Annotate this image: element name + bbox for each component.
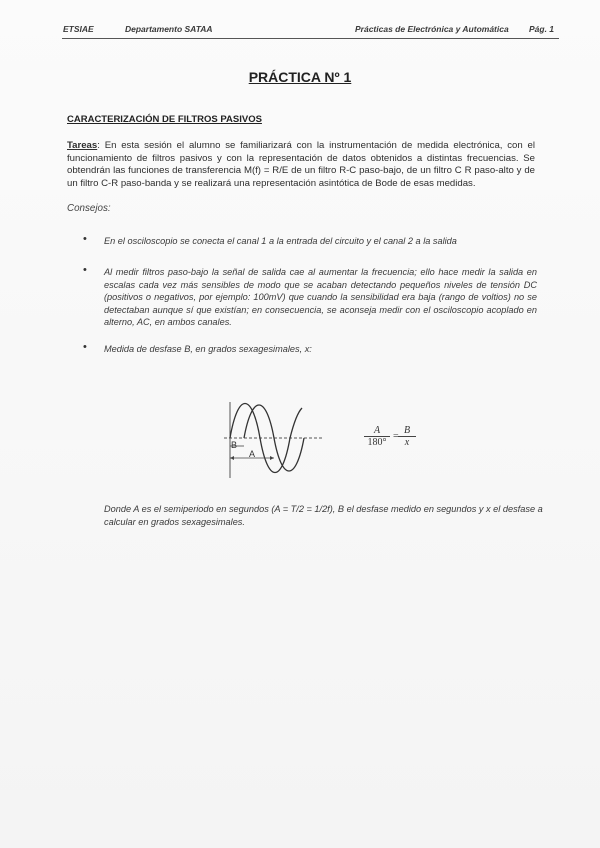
header-page-number: Pág. 1 xyxy=(529,24,555,34)
bullet-item-channels: En el osciloscopio se conecta el canal 1 a la entrada del circuito y el canal 2 a la salida xyxy=(104,236,457,246)
bullet-marker: • xyxy=(83,264,87,276)
formula-equals: = xyxy=(393,431,399,442)
bullet-item-lowpass-advice: Al medir filtros paso-bajo la señal de salida cae al aumentar la frecuencia; ello hace medir la salida en escalas cada vez más sensibles de modo que se acaban detectando pequeños niveles de tensión DC (positivos o negativos, por ejemplo: 100mV) que cuando la sensibilidad era baja (rango de voltios) no se detectaban aunque sí que existían; en consecuencia, se aconseja medir con el osciloscopio acoplado en alterno, AC, en ambos canales. xyxy=(104,267,537,328)
bullet-marker: • xyxy=(83,233,87,245)
diagram-label-b: B xyxy=(231,440,238,450)
tareas-label: Tareas xyxy=(67,140,98,151)
header-department: Departamento SATAA xyxy=(125,24,213,34)
phase-formula xyxy=(364,425,414,455)
phase-shift-diagram xyxy=(222,398,332,490)
bullet-item-phase-measure: Medida de desfase B, en grados sexagesimales, x: xyxy=(104,344,312,354)
donde-paragraph: Donde A es el semiperiodo en segundos (A = T/2 = 1/2f), B el desfase medido en segundos y x el desfase a calcular en grados sexagesimales. xyxy=(104,504,543,527)
tareas-text: : En esta sesión el alumno se familiarizará con la instrumentación de medida electrónica, con el funcionamiento de filtros pasivos y con la representación de datos obtenidos a distintas frecuencias. Se obtendrán las funciones de transferencia M(f) = R/E de un filtro R-C paso-bajo, de un filtro C R paso-alto y de un filtro C-R paso-banda y se realizará una representación asintótica de Bode de esas medidas. xyxy=(67,140,535,190)
formula-right-fraction xyxy=(398,425,416,449)
formula-left-numerator: A xyxy=(364,425,390,437)
header-course: Prácticas de Electrónica y Automática xyxy=(355,24,509,34)
formula-left-denominator: 180° xyxy=(367,437,387,448)
tareas-paragraph xyxy=(67,140,535,191)
diagram-label-a: A xyxy=(249,449,256,459)
formula-right-denominator: x xyxy=(404,437,410,448)
page-header xyxy=(63,24,557,38)
bullet-marker: • xyxy=(83,341,87,353)
header-school: ETSIAE xyxy=(63,24,94,34)
consejos-heading: Consejos: xyxy=(67,203,111,214)
formula-right-numerator: B xyxy=(398,425,416,437)
formula-left-fraction xyxy=(364,425,390,449)
header-divider xyxy=(62,38,559,39)
page-title: PRÁCTICA Nº 1 xyxy=(248,69,352,85)
section-title: CARACTERIZACIÓN DE FILTROS PASIVOS xyxy=(67,114,262,125)
